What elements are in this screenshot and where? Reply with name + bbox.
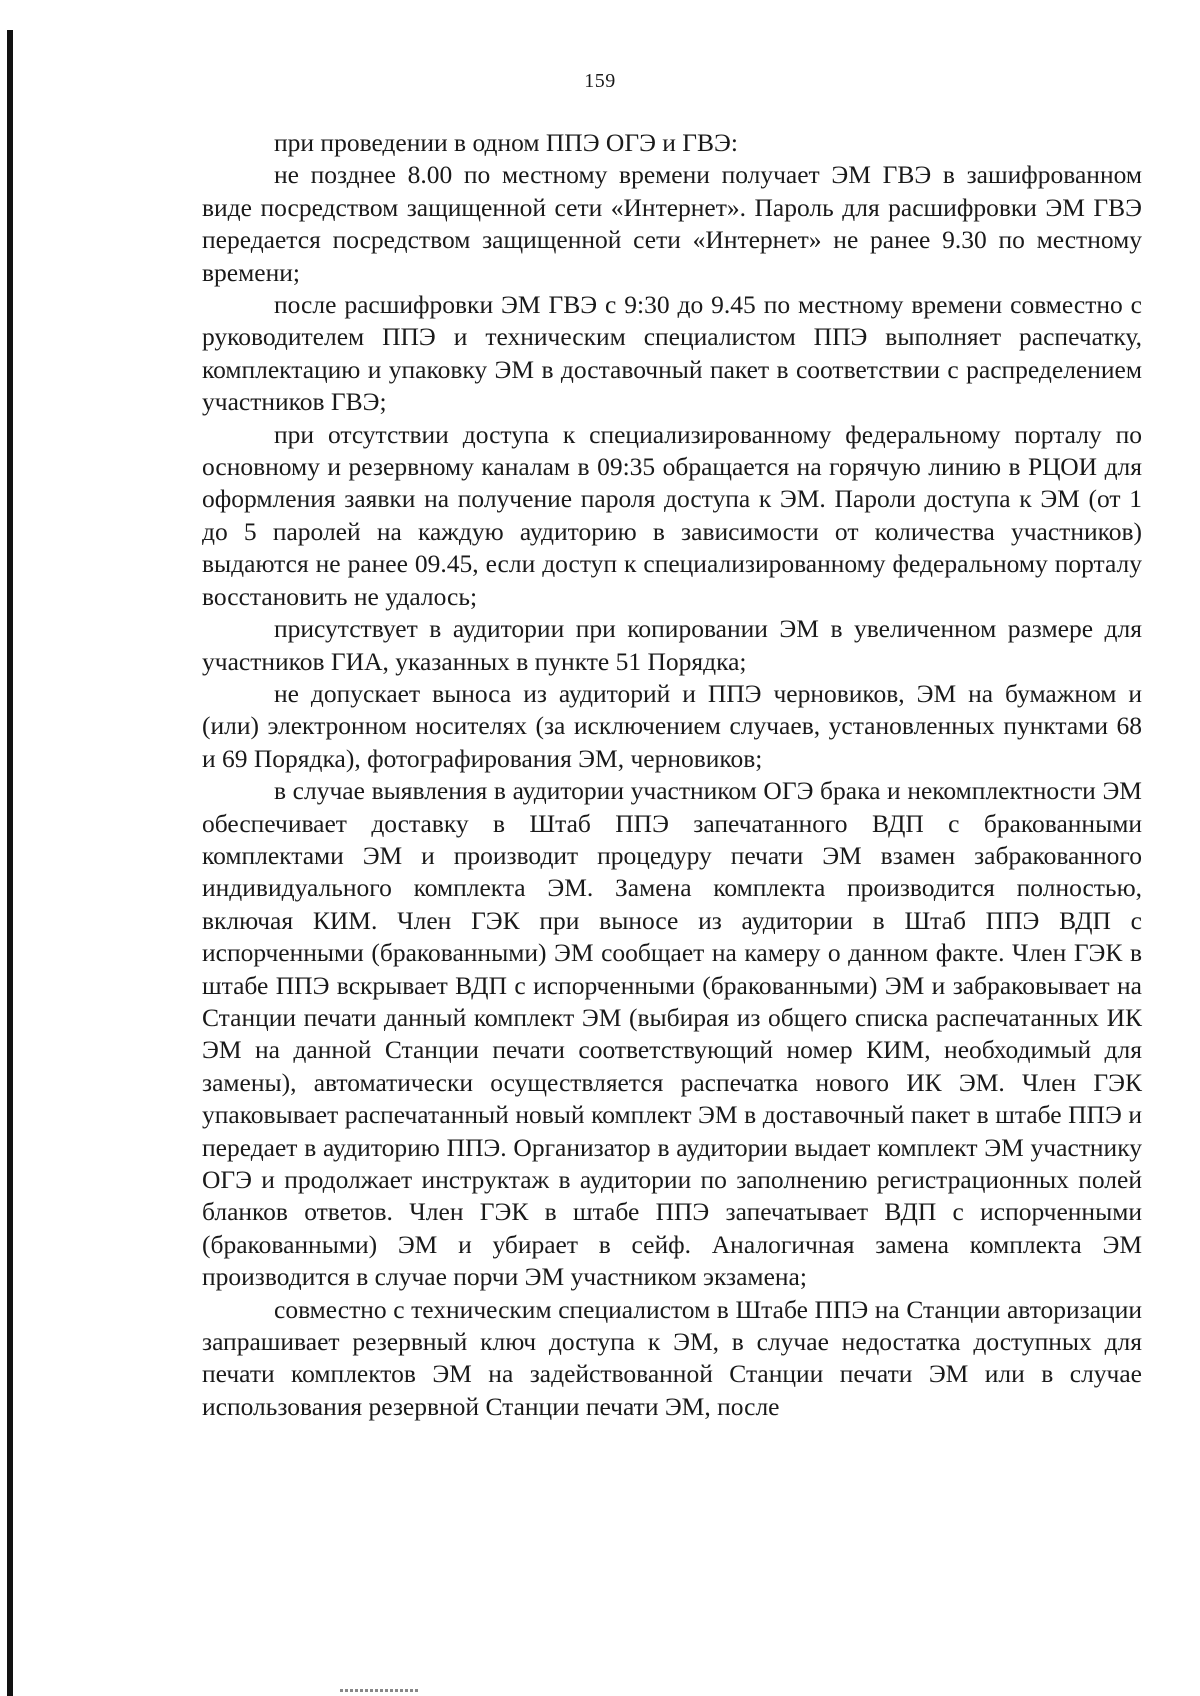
scan-edge-shadow xyxy=(7,30,13,1696)
paragraph: при отсутствии доступа к специализированному федеральному порталу по основному и резервному каналам в 09:35 обращается на горячую линию в РЦОИ для оформления заявки на получение пароля доступа к ЭМ. Пароли доступа к ЭМ (от 1 до 5 паролей на каждую аудиторию в зависимости от количества участников) выдаются не ранее 09.45, если доступ к специализированному федеральному порталу восстановить не удалось; xyxy=(202,419,1142,611)
paragraph: не допускает выноса из аудиторий и ППЭ черновиков, ЭМ на бумажном и (или) электронном носителях (за исключением случаев, установленных пунктами 68 и 69 Порядка), фотографирования ЭМ, черновиков; xyxy=(202,678,1142,773)
paragraph: при проведении в одном ППЭ ОГЭ и ГВЭ: xyxy=(274,128,738,157)
paragraph: не позднее 8.00 по местному времени получает ЭМ ГВЭ в зашифрованном виде посредством защищенной сети «Интернет». Пароль для расшифровки ЭМ ГВЭ передается посредством защищенной сети «Интернет» не ранее 9.30 по местному времени; xyxy=(202,160,1142,287)
scan-artifact xyxy=(340,1689,420,1692)
paragraph: в случае выявления в аудитории участником ОГЭ брака и некомплектности ЭМ обеспечивает доставку в Штаб ППЭ запечатанного ВДП с бракованными комплектами ЭМ и производит процедуру печати ЭМ взамен забракованного индивидуального комплекта ЭМ. Замена комплекта производится полностью, включая КИМ. Член ГЭК при выносе из аудитории в Штаб ППЭ ВДП с испорченными (бракованными) ЭМ сообщает на камеру о данном факте. Член ГЭК в штабе ППЭ вскрывает ВДП с испорченными (бракованными) ЭМ и забраковывает на Станции печати данный комплект ЭМ (выбирая из общего списка распечатанных ИК ЭМ на данной Станции печати соответствующий номер КИМ, необходимый для замены), автоматически осуществляется распечатка нового ИК ЭМ. Член ГЭК упаковывает распечатанный новый комплект ЭМ в доставочный пакет в штабе ППЭ и передает в аудиторию ППЭ. Организатор в аудитории выдает комплект ЭМ участнику ОГЭ и продолжает инструктаж в аудитории по заполнению регистрационных полей бланков ответов. Член ГЭК в штабе ППЭ запечатывает ВДП с испорченными (бракованными) ЭМ и убирает в сейф. Аналогичная замена комплекта ЭМ производится в случае порчи ЭМ участником экзамена; xyxy=(202,776,1142,1292)
paragraph: совместно с техническим специалистом в Штабе ППЭ на Станции авторизации запрашивает резервный ключ доступа к ЭМ, в случае недостатка доступных для печати комплектов ЭМ на задействованной Станции печати ЭМ или в случае использования резервной Станции печати ЭМ, после xyxy=(202,1294,1142,1421)
paragraph: после расшифровки ЭМ ГВЭ с 9:30 до 9.45 по местному времени совместно с руководителем ППЭ и техническим специалистом ППЭ выполняет распечатку, комплектацию и упаковку ЭМ в доставочный пакет в соответствии с распределением участников ГВЭ; xyxy=(202,290,1142,417)
document-body xyxy=(202,127,1142,1423)
page-number: 159 xyxy=(584,70,616,92)
paragraph: присутствует в аудитории при копировании ЭМ в увеличенном размере для участников ГИА, указанных в пункте 51 Порядка; xyxy=(202,614,1142,676)
